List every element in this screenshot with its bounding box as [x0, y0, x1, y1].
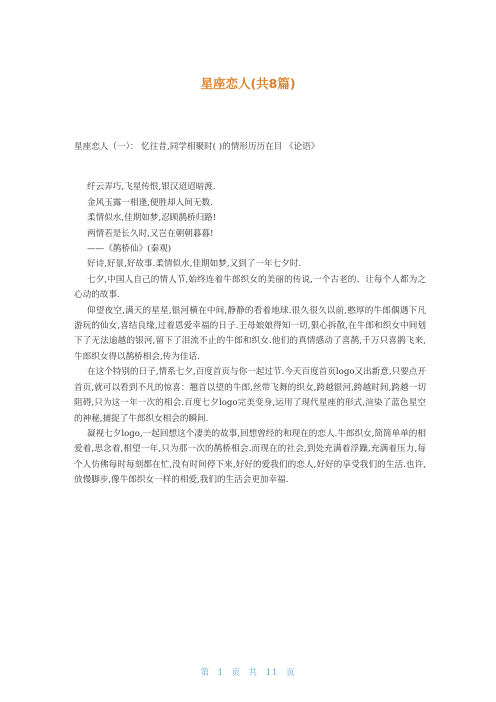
paragraph: 在这个特别的日子,情系七夕,百度首页与你一起过节.今天百度首页logo又出新意,只要点开首页,就可以看到不凡的惊喜：翘首以望的牛郎,丝带飞舞的织女,跨越银河,跨越时间,跨越一切阻碍,只为这一年一次的相会.百度七夕logo完美变身,运用了现代星座的形式,渲染了蓝色星空的神秘,捕捉了牛郎织女相会的瞬间.: [74, 367, 426, 424]
footer-page-total: 11: [265, 667, 279, 677]
paragraph: 凝视七夕logo,一起回想这个凄美的故事,回想曾经的和现在的恋人.牛郎织女,简简单单的相爱着,思念着,相望一年,只为那一次的鹊桥相会.而现在的社会,到处充满着浮躁,充满着压力,每个人仿佛每时每刻都在忙,没有时间停下来,好好的爱我们的恋人,好好的享受我们的生活.也许,放慢脚步,像牛郎织女一样的相爱,我们的生活会更加幸福.: [74, 428, 426, 486]
document-body: [74, 140, 426, 489]
footer-page-unit: 页: [231, 667, 241, 677]
poem-line: 金风玉露一相逢,便胜却人间无数.: [87, 197, 213, 208]
intro-line: 星座恋人（一）： 忆往昔,同学相聚时( )的情形历历在目 《论语》: [74, 142, 320, 152]
poem-attribution: ——《鹊桥仙》(秦观): [87, 244, 172, 255]
paragraph: 仰望夜空,满天的星星,银河横在中间,静静的看着地球.很久很久以前,憨厚的牛郎偶遇下凡游玩的仙女,喜结良缘,过着恩爱幸福的日子.王母娘娘得知一切,狠心拆散,在牛郎和织女中间划下了无法逾越的银河,留下了泪流不止的牛郎和织女.他们的真情感动了喜鹊,千万只喜鹊飞来,牛郎织女得以鹊桥相会,传为佳话.: [74, 305, 426, 362]
poem-block: [74, 180, 426, 257]
page-footer: [0, 666, 496, 678]
footer-total-label: 共: [248, 667, 259, 677]
paragraph: 七夕,中国人自己的情人节,始终连着牛郎织女的美丽的传说,一个古老的、让每个人都为之心动的故事.: [74, 274, 426, 301]
footer-total-unit: 页: [286, 667, 296, 677]
poem-line: 柔情似水,佳期如梦,忍顾鹊桥归路!: [87, 213, 217, 224]
footer-page-current: 1: [217, 667, 224, 677]
poem-line: 纤云弄巧,飞星传恨,银汉迢迢暗渡.: [87, 182, 216, 193]
poem-line: 两情若是长久时,又岂在朝朝暮暮!: [87, 228, 214, 239]
footer-page-label: 第: [200, 667, 210, 677]
document-title: 星座恋人(共8篇): [200, 76, 296, 91]
paragraph: 好诗,好景,好故事.柔情似水,佳期如梦,又到了一年七夕时.: [87, 259, 302, 270]
